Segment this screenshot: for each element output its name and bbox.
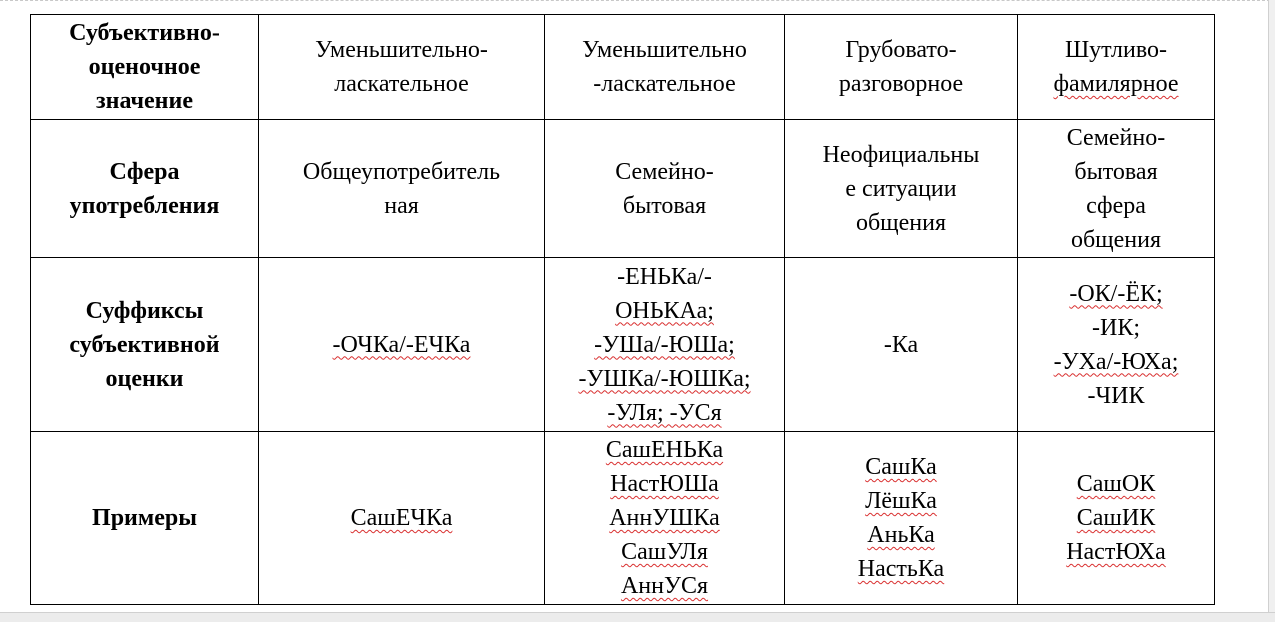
cell-line: АннУСя <box>620 573 709 599</box>
header-line: оценочное <box>88 54 201 80</box>
cell-line: ласкательное <box>334 71 469 97</box>
table-cell <box>545 15 785 120</box>
cell-line: общения <box>1070 226 1162 253</box>
cell-line: -УШа/-ЮШа; <box>594 331 735 358</box>
cell-line: СашЕНЬКа <box>605 437 724 463</box>
table-cell <box>545 120 785 258</box>
page-top-margin-guide <box>0 0 1275 3</box>
table-row <box>31 432 1215 605</box>
header-line: употребления <box>69 192 220 219</box>
cell-line: Общеупотребитель <box>302 158 501 185</box>
cell-line: Уменьшительно <box>582 37 747 63</box>
cell-line: СашУЛя <box>621 539 708 565</box>
cell-line: -ИК; <box>1092 314 1140 341</box>
cell-line: -ЧИК <box>1087 382 1145 409</box>
cell-line: фамилярное <box>1053 71 1179 97</box>
cell-line: -УХа/-ЮХа; <box>1053 348 1179 375</box>
table-cell <box>259 15 545 120</box>
header-line: оценки <box>105 365 184 392</box>
cell-line: АньКа <box>867 522 935 548</box>
cell-line: разговорное <box>838 71 964 97</box>
cell-line: Уменьшительно- <box>315 37 488 63</box>
row-header-examples <box>31 432 259 605</box>
table-cell <box>1018 15 1215 120</box>
cell-line: сфера <box>1086 192 1146 219</box>
cell-line: -ласкательное <box>593 71 736 97</box>
table-cell <box>1018 432 1215 605</box>
suffix-table <box>30 14 1215 605</box>
cell-line: -ОК/-ЁК; <box>1069 280 1163 307</box>
cell-line: е ситуации <box>845 175 957 202</box>
table-cell <box>785 258 1018 432</box>
cell-line: -ОЧКа/-ЕЧКа <box>332 331 471 358</box>
table-cell <box>785 15 1018 120</box>
header-line: Сфера <box>109 158 180 185</box>
cell-line: Шутливо- <box>1064 37 1168 63</box>
header-line: значение <box>95 88 193 114</box>
table-cell <box>545 258 785 432</box>
cell-line: НастьКа <box>857 556 945 582</box>
table-cell <box>1018 120 1215 258</box>
table-row <box>31 15 1215 120</box>
table-cell <box>785 432 1018 605</box>
header-line: субъективной <box>69 331 220 358</box>
cell-line: СашКа <box>865 454 937 480</box>
table-cell <box>259 258 545 432</box>
table-row <box>31 258 1215 432</box>
cell-line: ЛёшКа <box>865 488 937 514</box>
cell-line: АннУШКа <box>609 505 720 531</box>
table-cell <box>545 432 785 605</box>
table-cell <box>259 432 545 605</box>
table-cell <box>1018 258 1215 432</box>
cell-line: -УШКа/-ЮШКа; <box>578 365 751 392</box>
cell-line: -ЕНЬКа/- <box>617 263 712 290</box>
cell-line: бытовая <box>622 192 707 219</box>
cell-line: Семейно- <box>1066 124 1166 151</box>
header-line: Примеры <box>92 505 197 531</box>
row-header-sphere <box>31 120 259 258</box>
cell-line: Семейно- <box>615 158 714 185</box>
table-row <box>31 120 1215 258</box>
cell-line: СашИК <box>1076 505 1156 531</box>
cell-line: ОНЬКАа; <box>615 297 714 324</box>
cell-line: общения <box>855 209 947 236</box>
cell-line: -УЛя; -УСя <box>607 399 722 426</box>
cell-line: НастЮХа <box>1066 539 1166 565</box>
header-line: Субъективно- <box>69 20 220 46</box>
cell-line: бытовая <box>1074 158 1158 185</box>
cell-line: -Ка <box>883 331 919 358</box>
header-line: Суффиксы <box>85 297 204 324</box>
cell-line: СашЕЧКа <box>350 505 453 531</box>
cell-line: Грубовато- <box>845 37 957 63</box>
row-header-suffixes <box>31 258 259 432</box>
page-right-edge <box>1268 0 1275 621</box>
cell-line: НастЮШа <box>610 471 719 497</box>
table-cell <box>785 120 1018 258</box>
cell-line: СашОК <box>1076 471 1156 497</box>
cell-line: ная <box>384 192 419 219</box>
row-header-meaning <box>31 15 259 120</box>
table-cell <box>259 120 545 258</box>
cell-line: Неофициальны <box>822 141 980 168</box>
